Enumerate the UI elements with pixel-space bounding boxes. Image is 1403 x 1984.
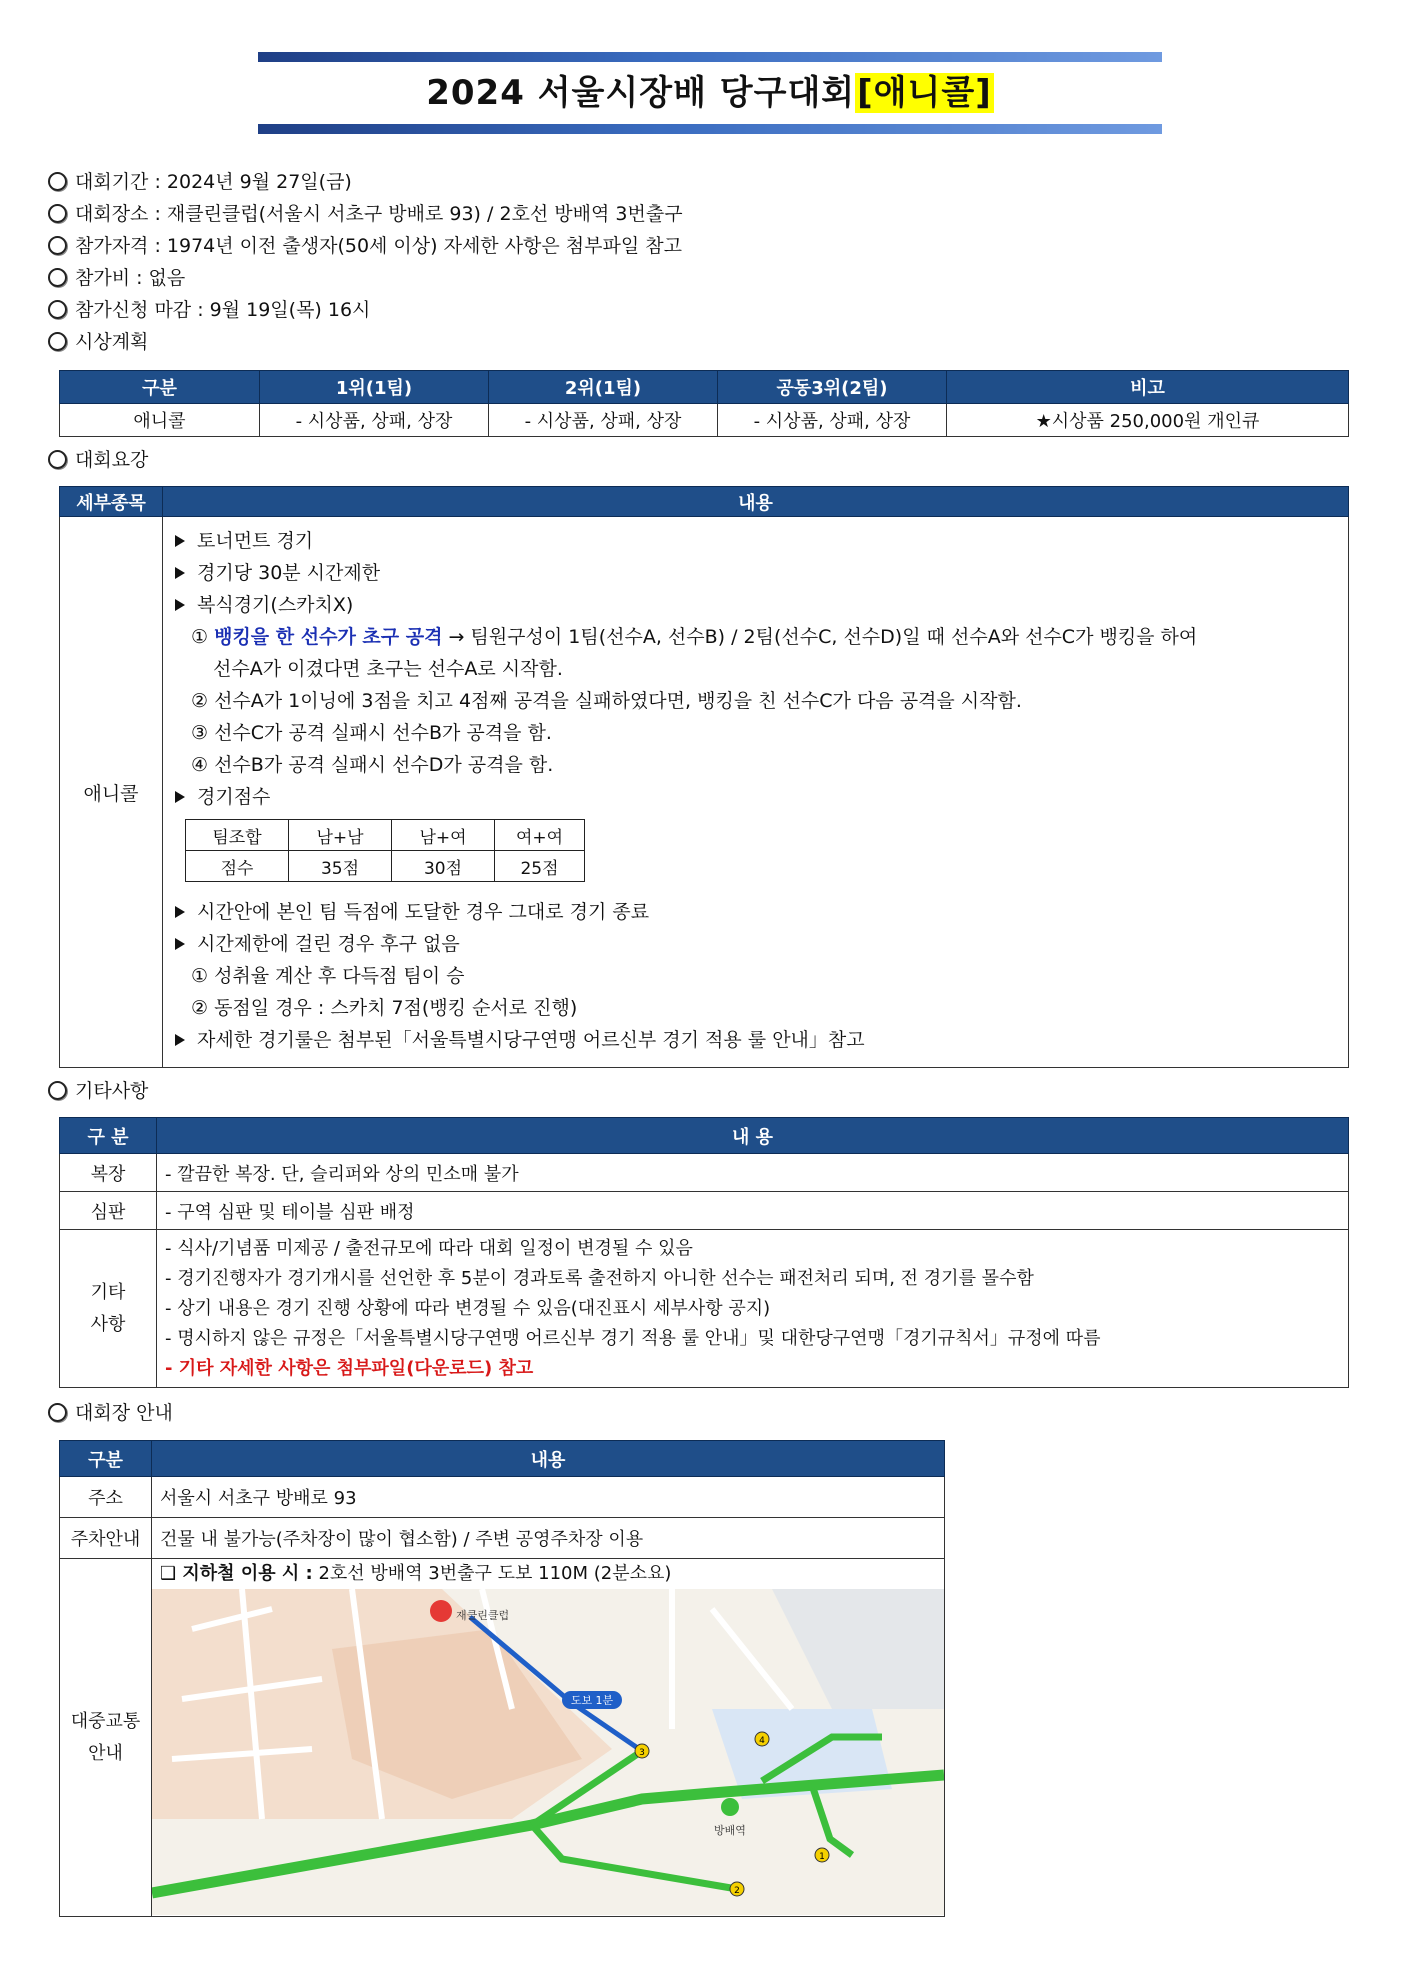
rule-item-3: ③ 선수C가 공격 실패시 선수B가 공격을 함. (191, 722, 552, 744)
prize-cell: ★시상품 250,000원 개인큐 (947, 404, 1349, 437)
venue-map (152, 1589, 944, 1915)
title-main: 2024 서울시장배 당구대회 (426, 73, 856, 113)
misc-text: - 구역 심판 및 테이블 심판 배정 (157, 1192, 1349, 1230)
info-fee: 참가비 : 없음 (48, 265, 185, 291)
misc-text: - 깔끔한 복장. 단, 슬리퍼와 상의 민소매 불가 (157, 1154, 1349, 1192)
circle-bullet-icon (48, 204, 67, 223)
section-venue: 대회장 안내 (48, 1400, 173, 1426)
station-label: 방배역 (714, 1824, 746, 1837)
score-cell: 점수 (186, 851, 289, 882)
misc-header: 구 분 (60, 1118, 157, 1154)
info-deadline: 참가신청 마감 : 9월 19일(목) 16시 (48, 297, 370, 323)
misc-label-etc: 기타 사항 (60, 1230, 157, 1388)
score-cell: 35점 (289, 851, 392, 882)
rule-line: 자세한 경기룰은 첨부된「서울특별시당구연맹 어르신부 경기 적용 룰 안내」참고 (175, 1026, 865, 1054)
score-cell: 30점 (392, 851, 495, 882)
triangle-bullet-icon (175, 567, 185, 579)
misc-etc-line: - 경기진행자가 경기개시를 선언한 후 5분이 경과토록 출전하지 아니한 선수는 패전처리 되며, 전 경기를 몰수함 (165, 1267, 1034, 1289)
venue-header: 구분 (60, 1441, 152, 1477)
misc-etc-line: - 식사/기념품 미제공 / 출전규모에 따라 대회 일정이 변경될 수 있음 (165, 1237, 693, 1259)
rule-line: 토너먼트 경기 (175, 527, 313, 555)
prize-table (59, 370, 1349, 437)
station-icon (721, 1798, 739, 1816)
circle-bullet-icon (48, 450, 67, 469)
page-title (258, 62, 1162, 124)
venue-parking: 건물 내 불가능(주차장이 많이 협소함) / 주변 공영주차장 이용 (152, 1518, 945, 1559)
rule-item-1: ① 뱅킹을 한 선수가 초구 공격 → 팀원구성이 1팀(선수A, 선수B) / 2팀(선수C, 선수D)일 때 선수A와 선수C가 뱅킹을 하여 (191, 626, 1198, 648)
title-highlight: [애니콜] (857, 73, 992, 113)
rule-line: 경기당 30분 시간제한 (175, 559, 380, 587)
venue-transit-content (152, 1559, 945, 1917)
info-period: 대회기간 : 2024년 9월 27일(금) (48, 169, 352, 195)
walk-badge-label: 도보 1분 (570, 1694, 614, 1707)
rule-item-2: ② 선수A가 1이닝에 3점을 치고 4점째 공격을 실패하였다면, 뱅킹을 친 선수C가 다음 공격을 시작함. (191, 690, 1022, 712)
rules-table (59, 486, 1349, 1068)
prize-cell: - 시상품, 상패, 상장 (489, 404, 718, 437)
venue-label: 주소 (60, 1477, 152, 1518)
prize-header: 비고 (947, 371, 1349, 404)
triangle-bullet-icon (175, 599, 185, 611)
info-eligibility: 참가자격 : 1974년 이전 출생자(50세 이상) 자세한 사항은 첨부파일 참고 (48, 233, 682, 259)
score-table (185, 819, 585, 882)
circle-bullet-icon (48, 268, 67, 287)
venue-label-transit: 대중교통 안내 (60, 1559, 152, 1917)
circle-bullet-icon (48, 1403, 67, 1422)
venue-header: 내용 (152, 1441, 945, 1477)
svg-text:3: 3 (639, 1748, 645, 1758)
svg-text:4: 4 (759, 1736, 765, 1746)
score-header: 여+여 (495, 820, 585, 851)
triangle-bullet-icon (175, 791, 185, 803)
rule-sub-2: ② 동점일 경우 : 스카치 7점(뱅킹 순서로 진행) (191, 997, 578, 1019)
destination-pin-icon (430, 1600, 452, 1622)
title-bottom-bar (258, 124, 1162, 134)
title-top-bar (258, 52, 1162, 62)
venue-table (59, 1440, 945, 1917)
rules-header: 세부종목 (60, 487, 163, 517)
title-block (258, 52, 1162, 134)
svg-text:2: 2 (734, 1886, 740, 1896)
venue-label: 주차안내 (60, 1518, 152, 1559)
info-venue: 대회장소 : 재클린클럽(서울시 서초구 방배로 93) / 2호선 방배역 3번출구 (48, 201, 683, 227)
prize-cell: - 시상품, 상패, 상장 (718, 404, 947, 437)
rule-line: 복식경기(스카치X) (175, 591, 353, 619)
misc-table (59, 1117, 1349, 1388)
triangle-bullet-icon (175, 938, 185, 950)
rules-header: 내용 (163, 487, 1349, 517)
prize-cell: 애니콜 (60, 404, 260, 437)
rules-category: 애니콜 (60, 517, 163, 1068)
subway-info: ❑ 지하철 이용 시 : 2호선 방배역 3번출구 도보 110M (2분소요) (160, 1563, 672, 1584)
score-header: 남+여 (392, 820, 495, 851)
rule-line: 시간안에 본인 팀 득점에 도달한 경우 그대로 경기 종료 (175, 898, 649, 926)
circle-bullet-icon (48, 300, 67, 319)
circle-bullet-icon (48, 172, 67, 191)
rule-item-4: ④ 선수B가 공격 실패시 선수D가 공격을 함. (191, 754, 554, 776)
circle-bullet-icon (48, 236, 67, 255)
venue-address: 서울시 서초구 방배로 93 (152, 1477, 945, 1518)
map-dest-label: 재클린클럽 (456, 1609, 510, 1622)
prize-header: 2위(1팀) (489, 371, 718, 404)
triangle-bullet-icon (175, 1034, 185, 1046)
rules-content (163, 517, 1349, 1068)
section-rules: 대회요강 (48, 447, 148, 473)
info-prize-plan: 시상계획 (48, 329, 148, 355)
triangle-bullet-icon (175, 906, 185, 918)
misc-label: 심판 (60, 1192, 157, 1230)
misc-etc-line: - 명시하지 않은 규정은「서울특별시당구연맹 어르신부 경기 적용 룰 안내」및 대한당구연맹「경기규칙서」규정에 따름 (165, 1327, 1101, 1349)
score-header: 남+남 (289, 820, 392, 851)
misc-label: 복장 (60, 1154, 157, 1192)
prize-header: 공동3위(2팀) (718, 371, 947, 404)
score-header: 팀조합 (186, 820, 289, 851)
rule-sub-1: ① 성취율 계산 후 다득점 팀이 승 (191, 965, 465, 987)
misc-etc-red: - 기타 자세한 사항은 첨부파일(다운로드) 참고 (165, 1357, 534, 1379)
misc-etc-line: - 상기 내용은 경기 진행 상황에 따라 변경될 수 있음(대진표시 세부사항 공지) (165, 1297, 771, 1319)
misc-header: 내 용 (157, 1118, 1349, 1154)
rule-line: 시간제한에 걸린 경우 후구 없음 (175, 930, 460, 958)
svg-text:1: 1 (819, 1852, 825, 1862)
triangle-bullet-icon (175, 535, 185, 547)
rule-item-1-cont: 선수A가 이겼다면 초구는 선수A로 시작함. (213, 658, 563, 680)
circle-bullet-icon (48, 332, 67, 351)
section-misc: 기타사항 (48, 1078, 148, 1104)
prize-cell: - 시상품, 상패, 상장 (260, 404, 489, 437)
misc-etc-content (157, 1230, 1349, 1388)
prize-header: 구분 (60, 371, 260, 404)
score-cell: 25점 (495, 851, 585, 882)
circle-bullet-icon (48, 1081, 67, 1100)
prize-header: 1위(1팀) (260, 371, 489, 404)
rule-line: 경기점수 (175, 783, 270, 811)
